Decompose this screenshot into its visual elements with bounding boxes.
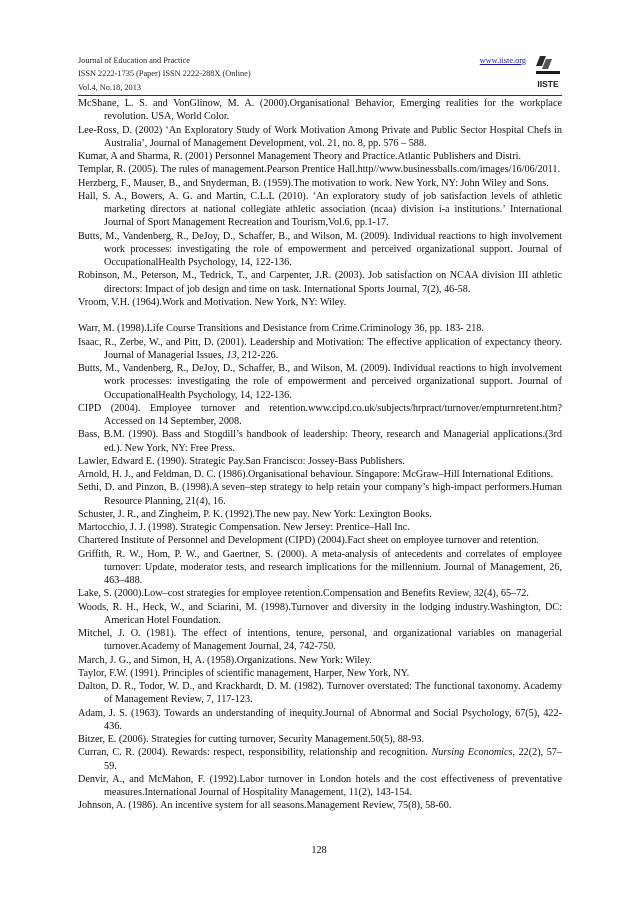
reference-entry: Templar, R. (2005). The rules of management.Pearson Prentice Hall.http//www.businessballs.com/images/16/06/2011. bbox=[78, 164, 561, 176]
reference-entry: Arnold, H. J., and Feldman, D. C. (1986).Organisational behaviour. Singapore: McGraw–Hill International Editions. bbox=[78, 469, 554, 480]
page-header bbox=[78, 54, 562, 94]
reference-entry: Hall, S. A., Bowers, A. G. and Martin, C.L.L (2010). ‘An exploratory study of job satisfaction levels of athletic marketing directors at national collegiate athletic association (ncaa) division i-a institutions.’ International Journal of Sport Management Recreation and Tourism,Vol.6, pp.1-17. bbox=[78, 190, 562, 229]
reference-entry: Sethi, D. and Pinzon, B. (1998).A seven–step strategy to help retain your company’s high-impact performers.Human Resource Planning, 21(4), 16. bbox=[78, 482, 562, 507]
reference-entry: Martocchio, J. J. (1998). Strategic Compensation. New Jersey: Prentice–Hall Inc. bbox=[78, 522, 410, 533]
issn-line: ISSN 2222-1735 (Paper) ISSN 2222-288X (Online) bbox=[78, 69, 251, 79]
journal-title: Journal of Education and Practice bbox=[78, 56, 190, 65]
reference-list bbox=[78, 97, 562, 813]
reference-entry: Bitzer, E. (2006). Strategies for cutting turnover, Security Management.50(5), 88-93. bbox=[78, 734, 425, 745]
volume-line: Vol.4, No.18, 2013 bbox=[78, 82, 141, 92]
reference-entry: Kumar, A and Sharma, R. (2001) Personnel Management Theory and Practice.Atlantic Publishers and Distri. bbox=[78, 151, 522, 162]
reference-entry: Dalton, D. R., Todor, W. D., and Krackhardt, D. M. (1982). Turnover overstated: The functional taxonomy. Academy of Management Review, 7, 117-123. bbox=[78, 681, 562, 706]
reference-entry: Denvir, A., and McMahon, F. (1992).Labor turnover in London hotels and the cost effectiveness of preventative measures.International Journal of Hospitality Management, 11(2), 143-154. bbox=[78, 773, 562, 798]
reference-entry: Curran, C. R. (2004). Rewards: respect, responsibility, relationship and recognition. Nursing Economics, 22(2), 57–59. bbox=[78, 747, 562, 772]
reference-entry: Vroom, V.H. (1964).Work and Motivation. New York, NY: Wiley. bbox=[78, 296, 347, 308]
reference-entry: March, J. G., and Simon, H, A. (1958).Organizations. New York: Wiley. bbox=[78, 654, 372, 666]
reference-entry: Lake, S. (2000).Low–cost strategies for employee retention.Compensation and Benefits Review, 32(4), 65–72. bbox=[78, 588, 529, 600]
reference-entry: Taylor, F.W. (1991). Principles of scientific management, Harper, New York, NY. bbox=[78, 667, 410, 679]
reference-entry: Woods, R. H., Heck, W., and Sciarini, M. (1998).Turnover and diversity in the lodging industry.Washington, DC: American Hotel Foundation. bbox=[78, 601, 562, 626]
page-number: 128 bbox=[311, 845, 327, 856]
reference-entry: Robinson, M., Peterson, M., Tedrick, T., and Carpenter, J.R. (2003). Job satisfaction on NCAA division III athletic directors: Impact of job design and time on task. International Sports Journal, 7(2), 46-58. bbox=[78, 270, 562, 295]
reference-entry: Herzberg, F., Mauser, B., and Snyderman, B. (1959).The motivation to work. New York, NY: John Wiley and Sons. bbox=[78, 177, 549, 189]
logo-text: IISTE bbox=[537, 79, 559, 89]
journal-url-link[interactable]: www.iiste.org bbox=[479, 56, 526, 65]
reference-entry: Griffith, R. W., Hom, P. W., and Gaertner, S. (2000). A meta-analysis of antecedents and correlates of employee turnover: Update, moderator tests, and research implications for the millennium. Journal of Management, 26, 463–488. bbox=[78, 548, 562, 586]
reference-gap bbox=[78, 309, 562, 322]
reference-entry: Chartered Institute of Personnel and Development (CIPD) (2004).Fact sheet on employee turnover and retention. bbox=[78, 535, 539, 547]
reference-entry: Mitchel, J. O. (1981). The effect of intentions, tenure, personal, and organizational variables on managerial turnover.Academy of Management Journal, 24, 742-750. bbox=[78, 628, 562, 653]
reference-entry: Lawler, Edward E. (1990). Strategic Pay.San Francisco: Jossey-Bass Publishers. bbox=[78, 455, 405, 467]
iiste-logo bbox=[532, 54, 562, 94]
reference-entry: Schuster, J. R., and Zingheim, P. K. (1992).The new pay. New York: Lexington Books. bbox=[78, 508, 432, 520]
reference-entry: Butts, M., Vandenberg, R., DeJoy, D., Schaffer, B., and Wilson, M. (2009). Individual reactions to high involvement work processes: investigating the role of empowerment and perceived organizational support. Journal of OccupationalHealth Psychology, 14, 122-136. bbox=[78, 363, 562, 401]
reference-entry: Butts, M., Vandenberg, R., DeJoy, D., Schaffer, B., and Wilson, M. (2009). Individual reactions to high involvement work processes: investigating the role of empowerment and perceived organizational support. Journal of OccupationalHealth Psychology, 14, 122-136. bbox=[78, 230, 562, 268]
reference-entry: McShane, L. S. and VonGlinow, M. A. (2000).Organisational Behavior, Emerging realities for the workplace revolution. USA, World Color. bbox=[78, 98, 562, 123]
header-rule bbox=[78, 95, 562, 96]
reference-entry: Lee-Ross, D. (2002) ‘An Exploratory Study of Work Motivation Among Private and Public Sector Hospital Chefs in Australia’, Journal of Management Development, vol. 21, no. 8, pp. 576 – 588. bbox=[78, 124, 562, 149]
reference-entry: Adam, J. S. (1963). Towards an understanding of inequity.Journal of Abnormal and Social Psychology, 67(5), 422-436. bbox=[78, 707, 562, 732]
reference-entry: Isaac, R., Zerbe, W., and Pitt, D. (2001). Leadership and Motivation: The effective application of expectancy theory. Journal of Managerial Issues, 13, 212-226. bbox=[78, 336, 562, 361]
reference-entry: CIPD (2004). Employee turnover and retention.www.cipd.co.uk/subjects/hrpract/turnover/empturnretent.htm?Accessed on 14 September, 2008. bbox=[78, 402, 562, 427]
reference-entry: Johnson, A. (1986). An incentive system for all seasons.Management Review, 75(8), 58-60. bbox=[78, 800, 452, 812]
reference-entry: Warr, M. (1998).Life Course Transitions and Desistance from Crime.Criminology 36, pp. 183- 218. bbox=[78, 323, 484, 335]
reference-entry: Bass, B.M. (1990). Bass and Stogdill’s handbook of leadership: Theory, research and Managerial applications.(3rd ed.). New York, NY: Free Press. bbox=[78, 429, 562, 454]
